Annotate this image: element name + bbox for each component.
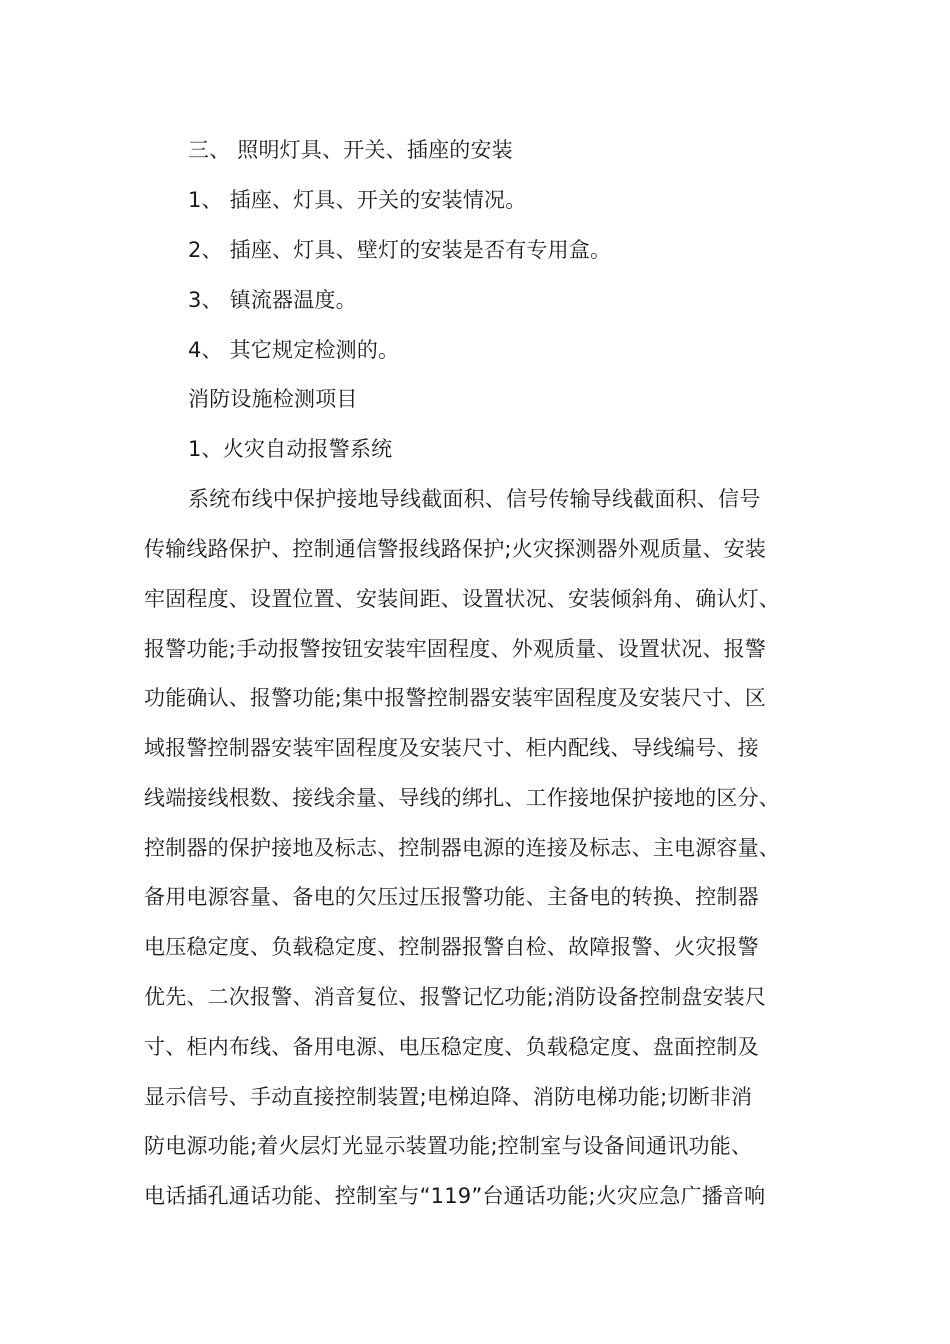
subsection-heading: 1、火灾自动报警系统	[188, 437, 393, 461]
paragraph-line: 电话插孔通话功能、控制室与“119”台通话功能;火灾应急广播音响	[144, 1184, 766, 1208]
paragraph-line: 系统布线中保护接地导线截面积、信号传输导线截面积、信号	[188, 487, 761, 511]
paragraph-line: 传输线路保护、控制通信警报线路保护;火灾探测器外观质量、安装	[144, 537, 767, 561]
list-item: 4、 其它规定检测的。	[188, 338, 400, 362]
paragraph-line: 寸、柜内布线、备用电源、电压稳定度、负载稳定度、盘面控制及	[144, 1035, 759, 1059]
paragraph-line: 备用电源容量、备电的欠压过压报警功能、主备电的转换、控制器	[144, 885, 759, 909]
paragraph-line: 域报警控制器安装牢固程度及安装尺寸、柜内配线、导线编号、接	[144, 736, 759, 760]
paragraph-line: 控制器的保护接地及标志、控制器电源的连接及标志、主电源容量、	[144, 836, 780, 860]
paragraph-line: 功能确认、报警功能;集中报警控制器安装牢固程度及安装尺寸、区	[144, 686, 767, 710]
section-heading-fire-facilities: 消防设施检测项目	[188, 387, 358, 411]
list-item: 3、 镇流器温度。	[188, 288, 357, 312]
list-item: 1、 插座、灯具、开关的安装情况。	[188, 188, 527, 212]
paragraph-line: 电压稳定度、负载稳定度、控制器报警自检、故障报警、火灾报警	[144, 935, 759, 959]
paragraph-line: 报警功能;手动报警按钮安装牢固程度、外观质量、设置状况、报警	[144, 637, 767, 661]
paragraph-line: 防电源功能;着火层灯光显示装置功能;控制室与设备间通讯功能、	[144, 1134, 753, 1158]
paragraph-line: 牢固程度、设置位置、安装间距、设置状况、安装倾斜角、确认灯、	[144, 587, 780, 611]
section-heading-lighting: 三、 照明灯具、开关、插座的安装	[188, 138, 513, 162]
list-item: 2、 插座、灯具、壁灯的安装是否有专用盒。	[188, 238, 612, 262]
paragraph-line: 显示信号、手动直接控制装置;电梯迫降、消防电梯功能;切断非消	[144, 1085, 753, 1109]
paragraph-line: 优先、二次报警、消音复位、报警记忆功能;消防设备控制盘安装尺	[144, 985, 767, 1009]
paragraph-line: 线端接线根数、接线余量、导线的绑扎、工作接地保护接地的区分、	[144, 786, 780, 810]
